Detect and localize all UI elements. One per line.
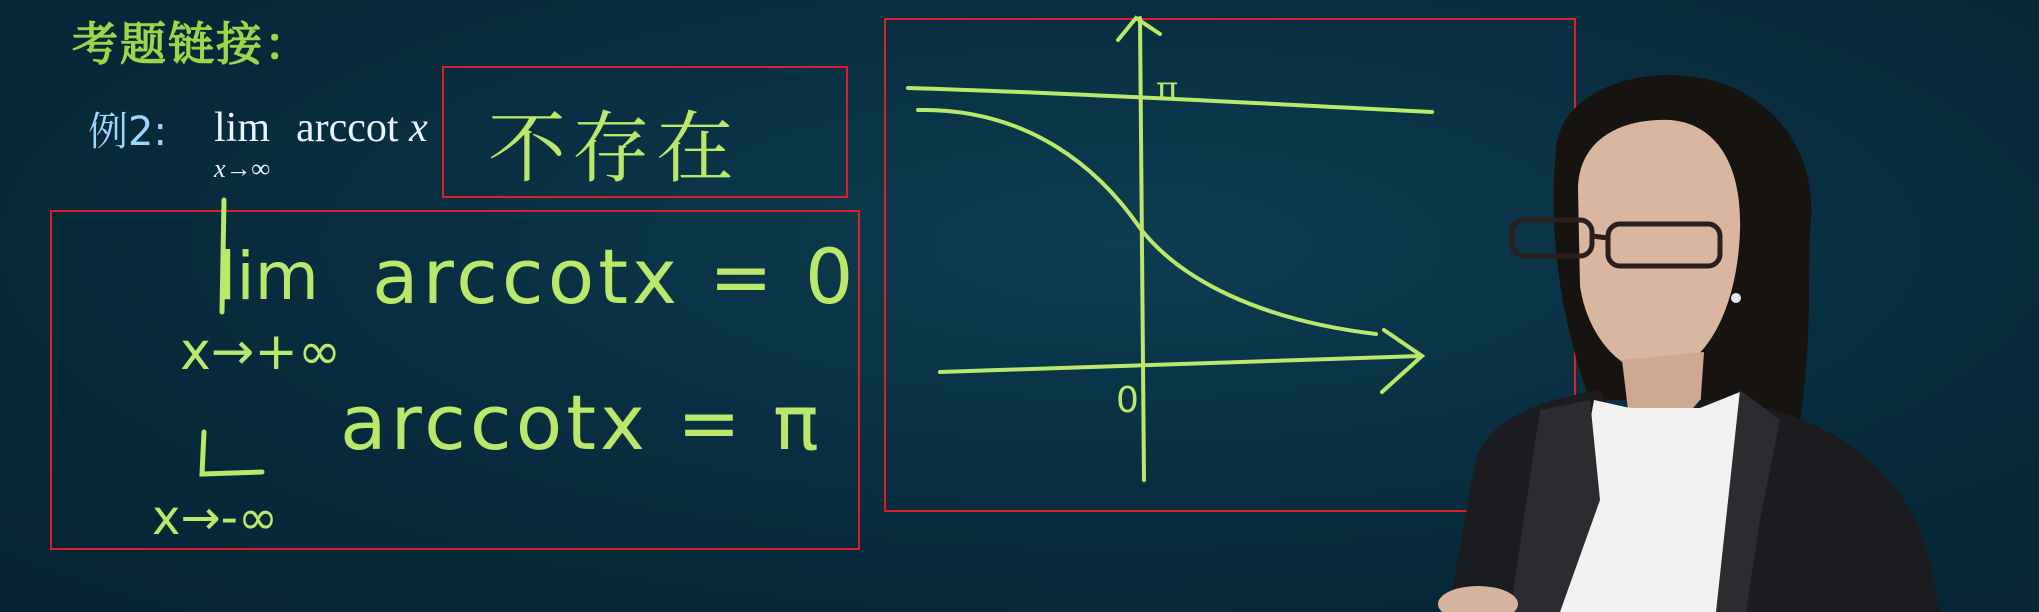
lim-minus-expression: arccotx = π [340, 378, 823, 467]
lim-plus-subscript: x→+∞ [180, 322, 342, 382]
glasses-bridge [1592, 236, 1608, 238]
neck [1622, 352, 1704, 410]
earring [1731, 293, 1741, 303]
answer-handwriting: 不存在 [488, 104, 741, 194]
function-name: arccot [296, 105, 399, 151]
section-title: 考题链接： [72, 17, 312, 71]
lim-plus-expression: arccotx = 0 [372, 232, 858, 321]
function-variable: x [409, 105, 428, 151]
lim-minus-subscript: x→-∞ [152, 490, 278, 546]
lim-plus-word: lim [218, 238, 319, 315]
limit-operator: lim [214, 105, 271, 151]
example-label: 例2: [88, 109, 167, 155]
asymptote-label: π [1156, 69, 1179, 109]
origin-label: 0 [1116, 380, 1139, 421]
limit-subscript: x→∞ [214, 154, 271, 183]
